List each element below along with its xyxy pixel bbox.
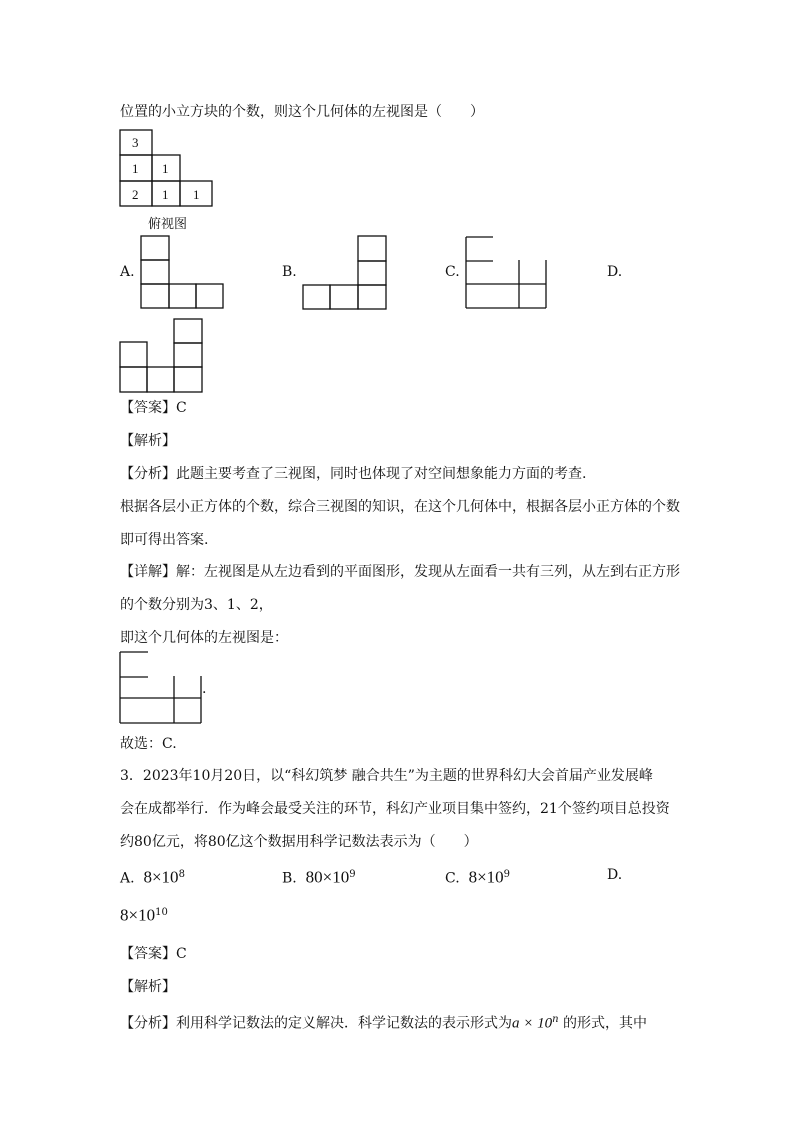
option-label: C. [445, 870, 460, 887]
option-label: A. [120, 870, 135, 887]
grid-cell: 1 [193, 187, 200, 202]
analysis-text: 根据各层小正方体的个数，综合三视图的知识，在这个几何体中，根据各层小正方体的个数 [120, 499, 680, 515]
conclusion: 故选：C. [120, 736, 177, 752]
grid-cell: 1 [132, 161, 139, 176]
answer-left-view-figure [120, 652, 201, 723]
option-label: B. [282, 870, 297, 887]
analysis-text [120, 1011, 647, 1033]
option-value: 8×10 [468, 867, 504, 887]
period: . [202, 681, 207, 697]
analysis-pre: 【分析】利用科学记数法的定义解决．科学记数法的表示形式为 [120, 1015, 512, 1032]
option-exponent: 9 [503, 869, 511, 880]
option-c[interactable] [445, 866, 510, 888]
option-a-figure [141, 236, 223, 308]
option-value: 8×10 [143, 867, 179, 887]
option-c-figure [466, 237, 546, 308]
grid-cell: 1 [162, 187, 169, 202]
analysis-exponent: n [552, 1014, 559, 1025]
detail-text: 的个数分别为3、1、2， [120, 597, 273, 613]
question-3-stem: 3．2023年10月20日，以“科幻筑梦 融合共生”为主题的世界科幻大会首届产业发展峰 [120, 768, 653, 784]
detail-text: 即这个几何体的左视图是： [120, 630, 288, 646]
option-value: 8×10 [120, 905, 156, 925]
option-exponent: 10 [155, 907, 168, 918]
question-stem: 位置的小立方块的个数，则这个几何体的左视图是（ ） [120, 104, 484, 120]
top-view-grid [120, 130, 212, 206]
grid-cell: 2 [132, 187, 139, 202]
analysis-text: 即可得出答案. [120, 532, 209, 548]
option-a[interactable] [120, 866, 185, 888]
detail-text: 【详解】解：左视图是从左边看到的平面图形，发现从左面看一共有三列，从左到右正方形 [120, 564, 680, 580]
grid-cell: 3 [132, 135, 139, 150]
analysis-math: a × 10 [512, 1015, 553, 1032]
answer: 【答案】C [120, 946, 187, 962]
analysis-heading: 【解析】 [120, 979, 176, 995]
option-a-label: A. [120, 264, 135, 280]
option-d-label: D. [607, 867, 623, 883]
option-d-label: D. [607, 264, 623, 280]
question-3-stem: 会在成都举行．作为峰会最受关注的环节，科幻产业项目集中签约，21个签约项目总投资 [120, 801, 670, 817]
option-d-value[interactable] [120, 904, 168, 926]
option-exponent: 8 [178, 869, 185, 880]
analysis-post: 的形式，其中 [558, 1015, 648, 1032]
option-c-label: C. [445, 264, 460, 280]
analysis-text: 【分析】此题主要考查了三视图，同时也体现了对空间想象能力方面的考查. [120, 466, 587, 482]
question-3-stem: 约80亿元，将80亿这个数据用科学记数法表示为（ ） [120, 834, 478, 850]
grid-cell: 1 [162, 161, 169, 176]
option-b-label: B. [282, 264, 297, 280]
grid-caption: 俯视图 [148, 217, 188, 232]
option-b[interactable] [282, 866, 356, 888]
option-d-figure [120, 319, 202, 392]
option-exponent: 9 [349, 869, 356, 880]
answer: 【答案】C [120, 400, 187, 416]
analysis-heading: 【解析】 [120, 433, 176, 449]
option-value: 80×10 [305, 867, 350, 887]
option-b-figure [303, 236, 386, 309]
